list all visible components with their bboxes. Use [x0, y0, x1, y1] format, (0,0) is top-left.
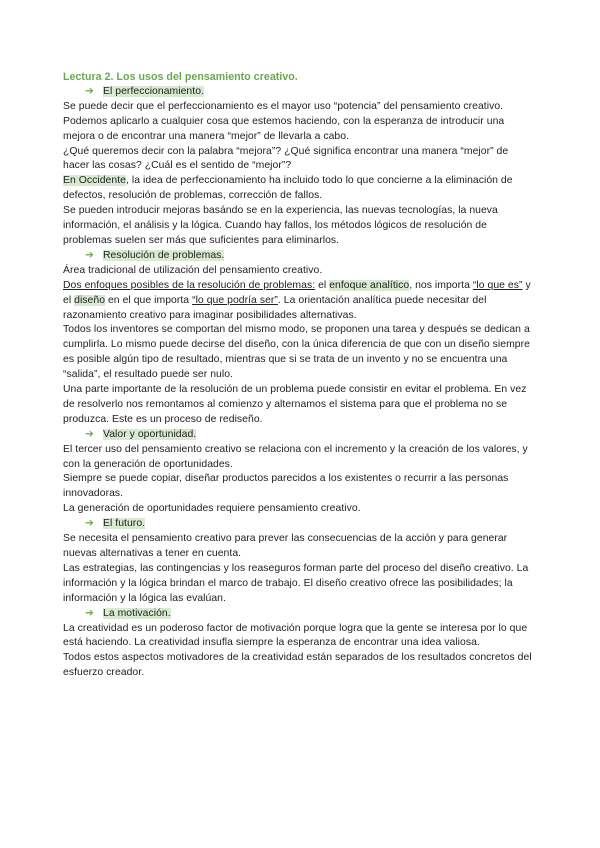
underlined-text: “lo que es” — [472, 279, 523, 291]
paragraph-text: , la idea de perfeccionamiento ha incluido todo lo que concierne a la eliminación de defectos, resolución de problemas, corrección de fallos. — [63, 175, 513, 202]
paragraph: Las estrategias, las contingencias y los reaseguros forman parte del proceso del diseño creativo. La información y la lógica brindan el marco de trabajo. El diseño creativo ofrece las posibilidades; la información y la lógica las evalúan. — [63, 562, 529, 604]
heading-text: Resolución de problemas. — [103, 249, 225, 261]
paragraph: La generación de oportunidades requiere pensamiento creativo. — [63, 503, 361, 515]
heading-text: Valor y oportunidad. — [103, 428, 197, 440]
highlighted-text: En Occidente — [63, 175, 126, 187]
paragraph-text: en el que importa — [105, 294, 193, 306]
section-heading-resolucion — [63, 249, 533, 264]
paragraph — [63, 279, 533, 324]
paragraph: El tercer uso del pensamiento creativo se relaciona con el incremento y la creación de los valores, y con la generación de oportunidades. — [63, 443, 528, 470]
arrow-right-icon: ➔ — [85, 249, 94, 261]
paragraph: La creatividad es un poderoso factor de motivación porque logra que la gente se interesa por lo que está haciendo. La creatividad insufla siempre la esperanza de encontrar una idea valiosa. — [63, 622, 528, 649]
section-heading-perfeccionamiento — [63, 85, 533, 100]
heading-text: La motivación. — [103, 607, 171, 619]
document-body — [63, 70, 533, 681]
paragraph: Se necesita el pensamiento creativo para prever las consecuencias de la acción y para generar nuevas alternativas a tener en cuenta. — [63, 533, 508, 559]
arrow-right-icon: ➔ — [85, 85, 94, 97]
highlighted-text: enfoque analítico — [329, 279, 410, 291]
paragraph — [63, 174, 533, 204]
section-heading-motivacion — [63, 607, 533, 622]
section-heading-valor — [63, 428, 533, 443]
arrow-right-icon: ➔ — [85, 518, 94, 530]
paragraph: Una parte importante de la resolución de un problema puede consistir en evitar el problema. En vez de resolverlo nos remontamos al comienzo y alternamos el sistema para que el problema no se produzca. Este es un proceso de rediseño. — [63, 384, 527, 425]
paragraph-text: y el — [63, 279, 531, 306]
arrow-right-icon: ➔ — [85, 428, 94, 440]
paragraph: Se pueden introducir mejoras basándo se en la experiencia, las nuevas tecnologías, la nueva información, el análisis y la lógica. Cuando hay fallos, los métodos lógicos de resolución de problemas suelen ser más que suficientes para eliminarlos. — [63, 205, 498, 246]
paragraph: Todos los inventores se comportan del mismo modo, se proponen una tarea y después se dedican a cumplirla. Lo mismo puede decirse del diseño, con la única diferencia de que con un diseño siempre es posible algún tipo de resultado, mientras que si se trata de un invento y no se encuentra una “salida”, el resultado puede ser nulo. — [63, 324, 530, 381]
section-heading-futuro — [63, 517, 533, 532]
highlighted-text: diseño — [74, 294, 106, 306]
paragraph: Área tradicional de utilización del pensamiento creativo. — [63, 264, 323, 276]
paragraph-text: , nos importa — [409, 279, 473, 291]
paragraph-text: . La orientación analítica puede necesitar del razonamiento creativo para imaginar posibilidades alternativas. — [63, 294, 487, 321]
heading-text: El perfeccionamiento. — [103, 85, 204, 97]
paragraph: Siempre se puede copiar, diseñar productos parecidos a los existentes o recurrir a las personas innovadoras. — [63, 473, 509, 500]
paragraph-text: el — [315, 279, 330, 291]
document-title: Lectura 2. Los usos del pensamiento creativo. — [63, 71, 298, 83]
arrow-right-icon: ➔ — [85, 607, 94, 619]
underlined-text: Dos enfoques posibles de la resolución de problemas: — [63, 279, 316, 291]
paragraph: ¿Qué queremos decir con la palabra “mejora”? ¿Qué significa encontrar una manera “mejor” de hacer las cosas? ¿Cuál es el sentido de “mejor”? — [63, 145, 509, 172]
paragraph: Se puede decir que el perfeccionamiento es el mayor uso “potencia” del pensamiento creativo. Podemos aplicarlo a cualquier cosa que estemos haciendo, con la esperanza de introducir una mejora o de encontrar una manera “mejor” de llevarla a cabo. — [63, 100, 505, 142]
underlined-text: “lo que podría ser” — [192, 294, 278, 306]
heading-text: El futuro. — [103, 518, 146, 530]
paragraph: Todos estos aspectos motivadores de la creatividad están separados de los resultados concretos del esfuerzo creador. — [63, 652, 532, 679]
